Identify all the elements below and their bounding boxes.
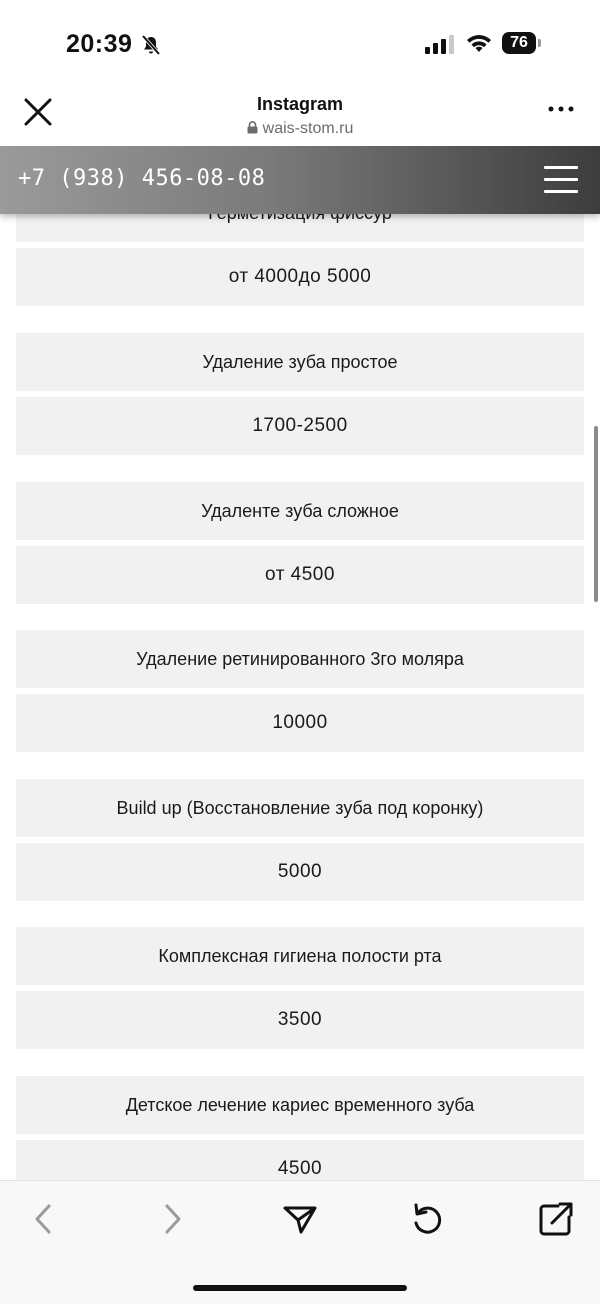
bell-slash-icon xyxy=(140,34,162,56)
scrollbar[interactable] xyxy=(594,426,598,602)
price-row-price: 4500 xyxy=(16,1140,584,1180)
price-row-service: Комплексная гигиена полости рта xyxy=(16,927,584,985)
browser-url-text: wais-stom.ru xyxy=(262,120,354,137)
share-send-icon[interactable] xyxy=(280,1199,320,1239)
phone-link[interactable]: +7 (938) 456-08-08 xyxy=(18,166,266,191)
price-row-price: 1700-2500 xyxy=(16,397,584,455)
status-bar xyxy=(0,0,600,88)
forward-icon[interactable] xyxy=(152,1199,192,1239)
battery-icon xyxy=(502,32,542,54)
signal-icon xyxy=(425,34,455,54)
browser-header xyxy=(0,88,600,146)
price-row-price: 10000 xyxy=(16,694,584,752)
reload-icon[interactable] xyxy=(408,1199,448,1239)
price-row-service: Удаленте зуба сложное xyxy=(16,482,584,540)
price-row-service: Удаление ретинированного 3го моляра xyxy=(16,630,584,688)
hamburger-menu-icon[interactable] xyxy=(544,166,578,194)
more-icon[interactable] xyxy=(546,102,576,116)
price-row-price: от 4000до 5000 xyxy=(16,248,584,306)
browser-url[interactable] xyxy=(0,120,600,138)
battery-tip xyxy=(538,39,541,47)
battery-level: 76 xyxy=(502,32,536,54)
hamburger-line xyxy=(544,166,578,169)
wifi-icon xyxy=(465,32,493,54)
status-time: 20:39 xyxy=(66,30,133,58)
lock-icon xyxy=(247,121,258,134)
browser-title: Instagram xyxy=(256,94,344,114)
open-external-icon[interactable] xyxy=(536,1199,576,1239)
price-row-price: 5000 xyxy=(16,843,584,901)
back-icon[interactable] xyxy=(24,1199,64,1239)
price-row-price: от 4500 xyxy=(16,546,584,604)
price-row-service: Удаление зуба простое xyxy=(16,333,584,391)
hamburger-line xyxy=(544,190,578,193)
site-header-bar xyxy=(0,146,600,214)
price-row-service: Детское лечение кариес временного зуба xyxy=(16,1076,584,1134)
hamburger-line xyxy=(544,178,578,181)
price-row-price: 3500 xyxy=(16,991,584,1049)
price-row-service: Build up (Восстановление зуба под коронку) xyxy=(16,779,584,837)
home-indicator[interactable] xyxy=(193,1285,407,1291)
